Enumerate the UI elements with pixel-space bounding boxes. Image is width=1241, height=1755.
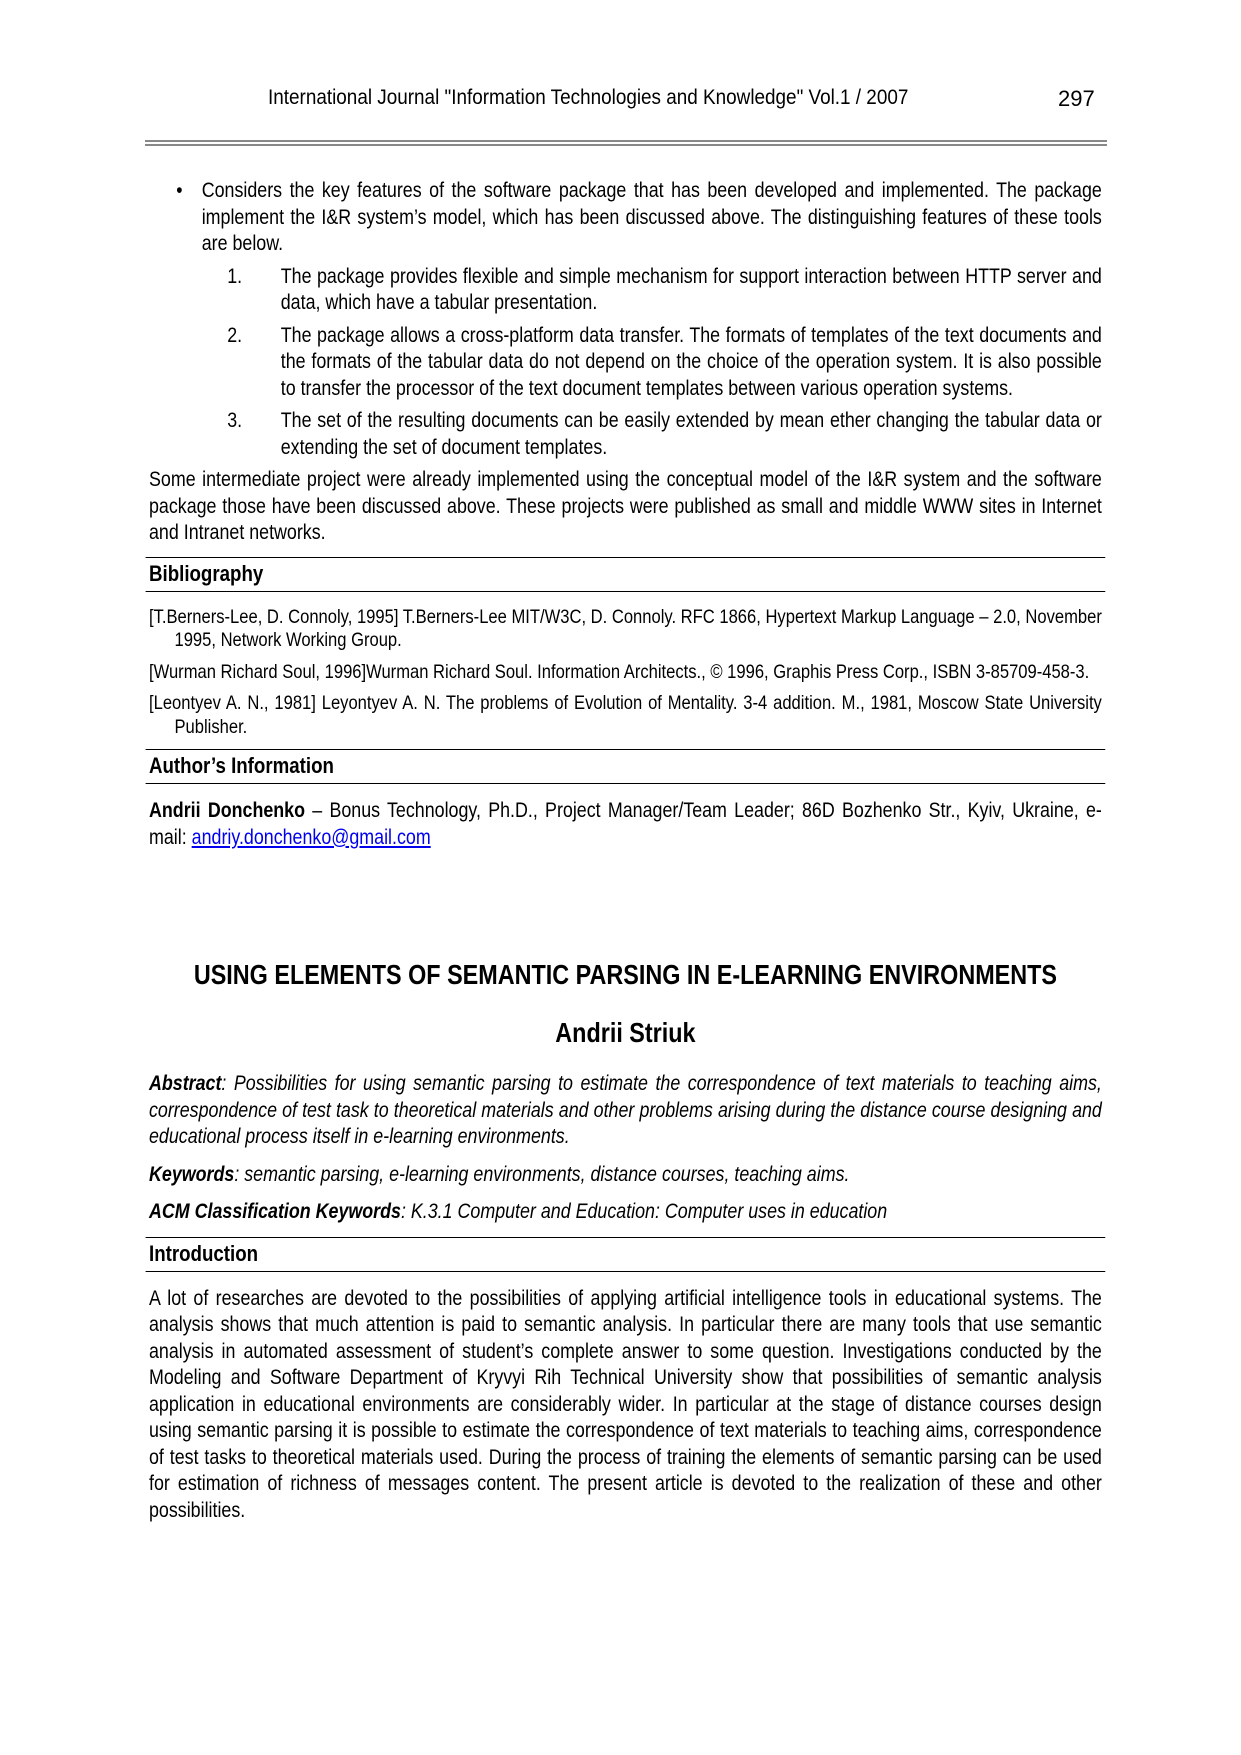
article-title: USING ELEMENTS OF SEMANTIC PARSING IN E-LEARNING ENVIRONMENTS [193, 959, 1058, 990]
page-number: 297 [1058, 86, 1095, 111]
paragraph: Some intermediate project were already implemented using the conceptual model of the I&R system and the software package those have been discussed above. These projects were published as small and middle WWW sites in Internet and Intranet networks. [149, 468, 1102, 544]
reference: [Wurman Richard Soul, 1996]Wurman Richard Soul. Information Architects., © 1996, Graphis Press Corp., ISBN 3-85709-458-3. [149, 660, 1090, 683]
header-rule [145, 140, 1107, 146]
keywords: Keywords: semantic parsing, e-learning environments, distance courses, teaching aims. [149, 1162, 850, 1186]
introduction-paragraph: A lot of researches are devoted to the possibilities of applying artificial intelligence tools in educational systems. The analysis shows that much attention is paid to semantic analysis. In particular there are many tools that use semantic analysis in automated assessment of student’s complete answer to some question. Investigations conducted by the Modeling and Software Department of Kryvyi Rih Technical University show that possibilities of semantic analysis application in educational environments are considerably wider. In particular at the stage of distance courses design using semantic parsing it is possible to estimate the correspondence of text materials to teaching aims, correspondence of test tasks to theoretical materials used. During the process of training the elements of semantic parsing can be used for estimation of richness of messages content. The present article is devoted to the realization of these and other possibilities. [149, 1286, 1102, 1522]
bibliography-heading: Bibliography [146, 557, 1106, 592]
list-item: 2. The package allows a cross-platform data transfer. The formats of templates of the text documents and the formats of the tabular data do not depend on the choice of the operation system. It is also possible to transfer the processor of the text document templates between various operation systems. [227, 323, 1102, 400]
abstract: Abstract: Possibilities for using semantic parsing to estimate the correspondence of text materials to teaching aims, correspondence of test task to theoretical materials and other problems arising during the distance course designing and educational process itself in e-learning environments. [149, 1072, 1102, 1148]
bullet-paragraph: • Considers the key features of the software package that has been developed and implemented. The package implement the I&R system’s model, which has been discussed above. The distinguishing features of these tools are below. [176, 179, 1102, 255]
list-item: 3. The set of the resulting documents can be easily extended by mean ether changing the tabular data or extending the set of document templates. [227, 409, 1102, 459]
author-info: Andrii Donchenko – Bonus Technology, Ph.D., Project Manager/Team Leader; 86D Bozhenko Str., Kyiv, Ukraine, e-mail: andriy.donchenko@gmail.com [149, 799, 1102, 849]
list-item: 1. The package provides flexible and simple mechanism for support interaction between HTTP server and data, which have a tabular presentation. [227, 264, 1102, 314]
reference: [T.Berners-Lee, D. Connoly, 1995] T.Berners-Lee MIT/W3C, D. Connoly. RFC 1866, Hypertext Markup Language – 2.0, November 1995, Network Working Group. [149, 605, 1102, 651]
running-header: International Journal "Information Technologies and Knowledge" Vol.1 / 2007 [268, 86, 909, 109]
author-info-heading: Author’s Information [146, 749, 1106, 784]
article-author: Andrii Striuk [555, 1017, 696, 1048]
email-link[interactable]: andriy.donchenko@gmail.com [191, 825, 431, 849]
introduction-heading: Introduction [146, 1237, 1106, 1272]
bullet-icon: • [176, 179, 183, 202]
acm-keywords: ACM Classification Keywords: K.3.1 Computer and Education: Computer uses in education [149, 1200, 888, 1223]
page-body [149, 178, 1102, 1524]
reference: [Leontyev A. N., 1981] Leyontyev A. N. The problems of Evolution of Mentality. 3-4 addition. M., 1981, Moscow State University Publisher. [149, 692, 1102, 738]
